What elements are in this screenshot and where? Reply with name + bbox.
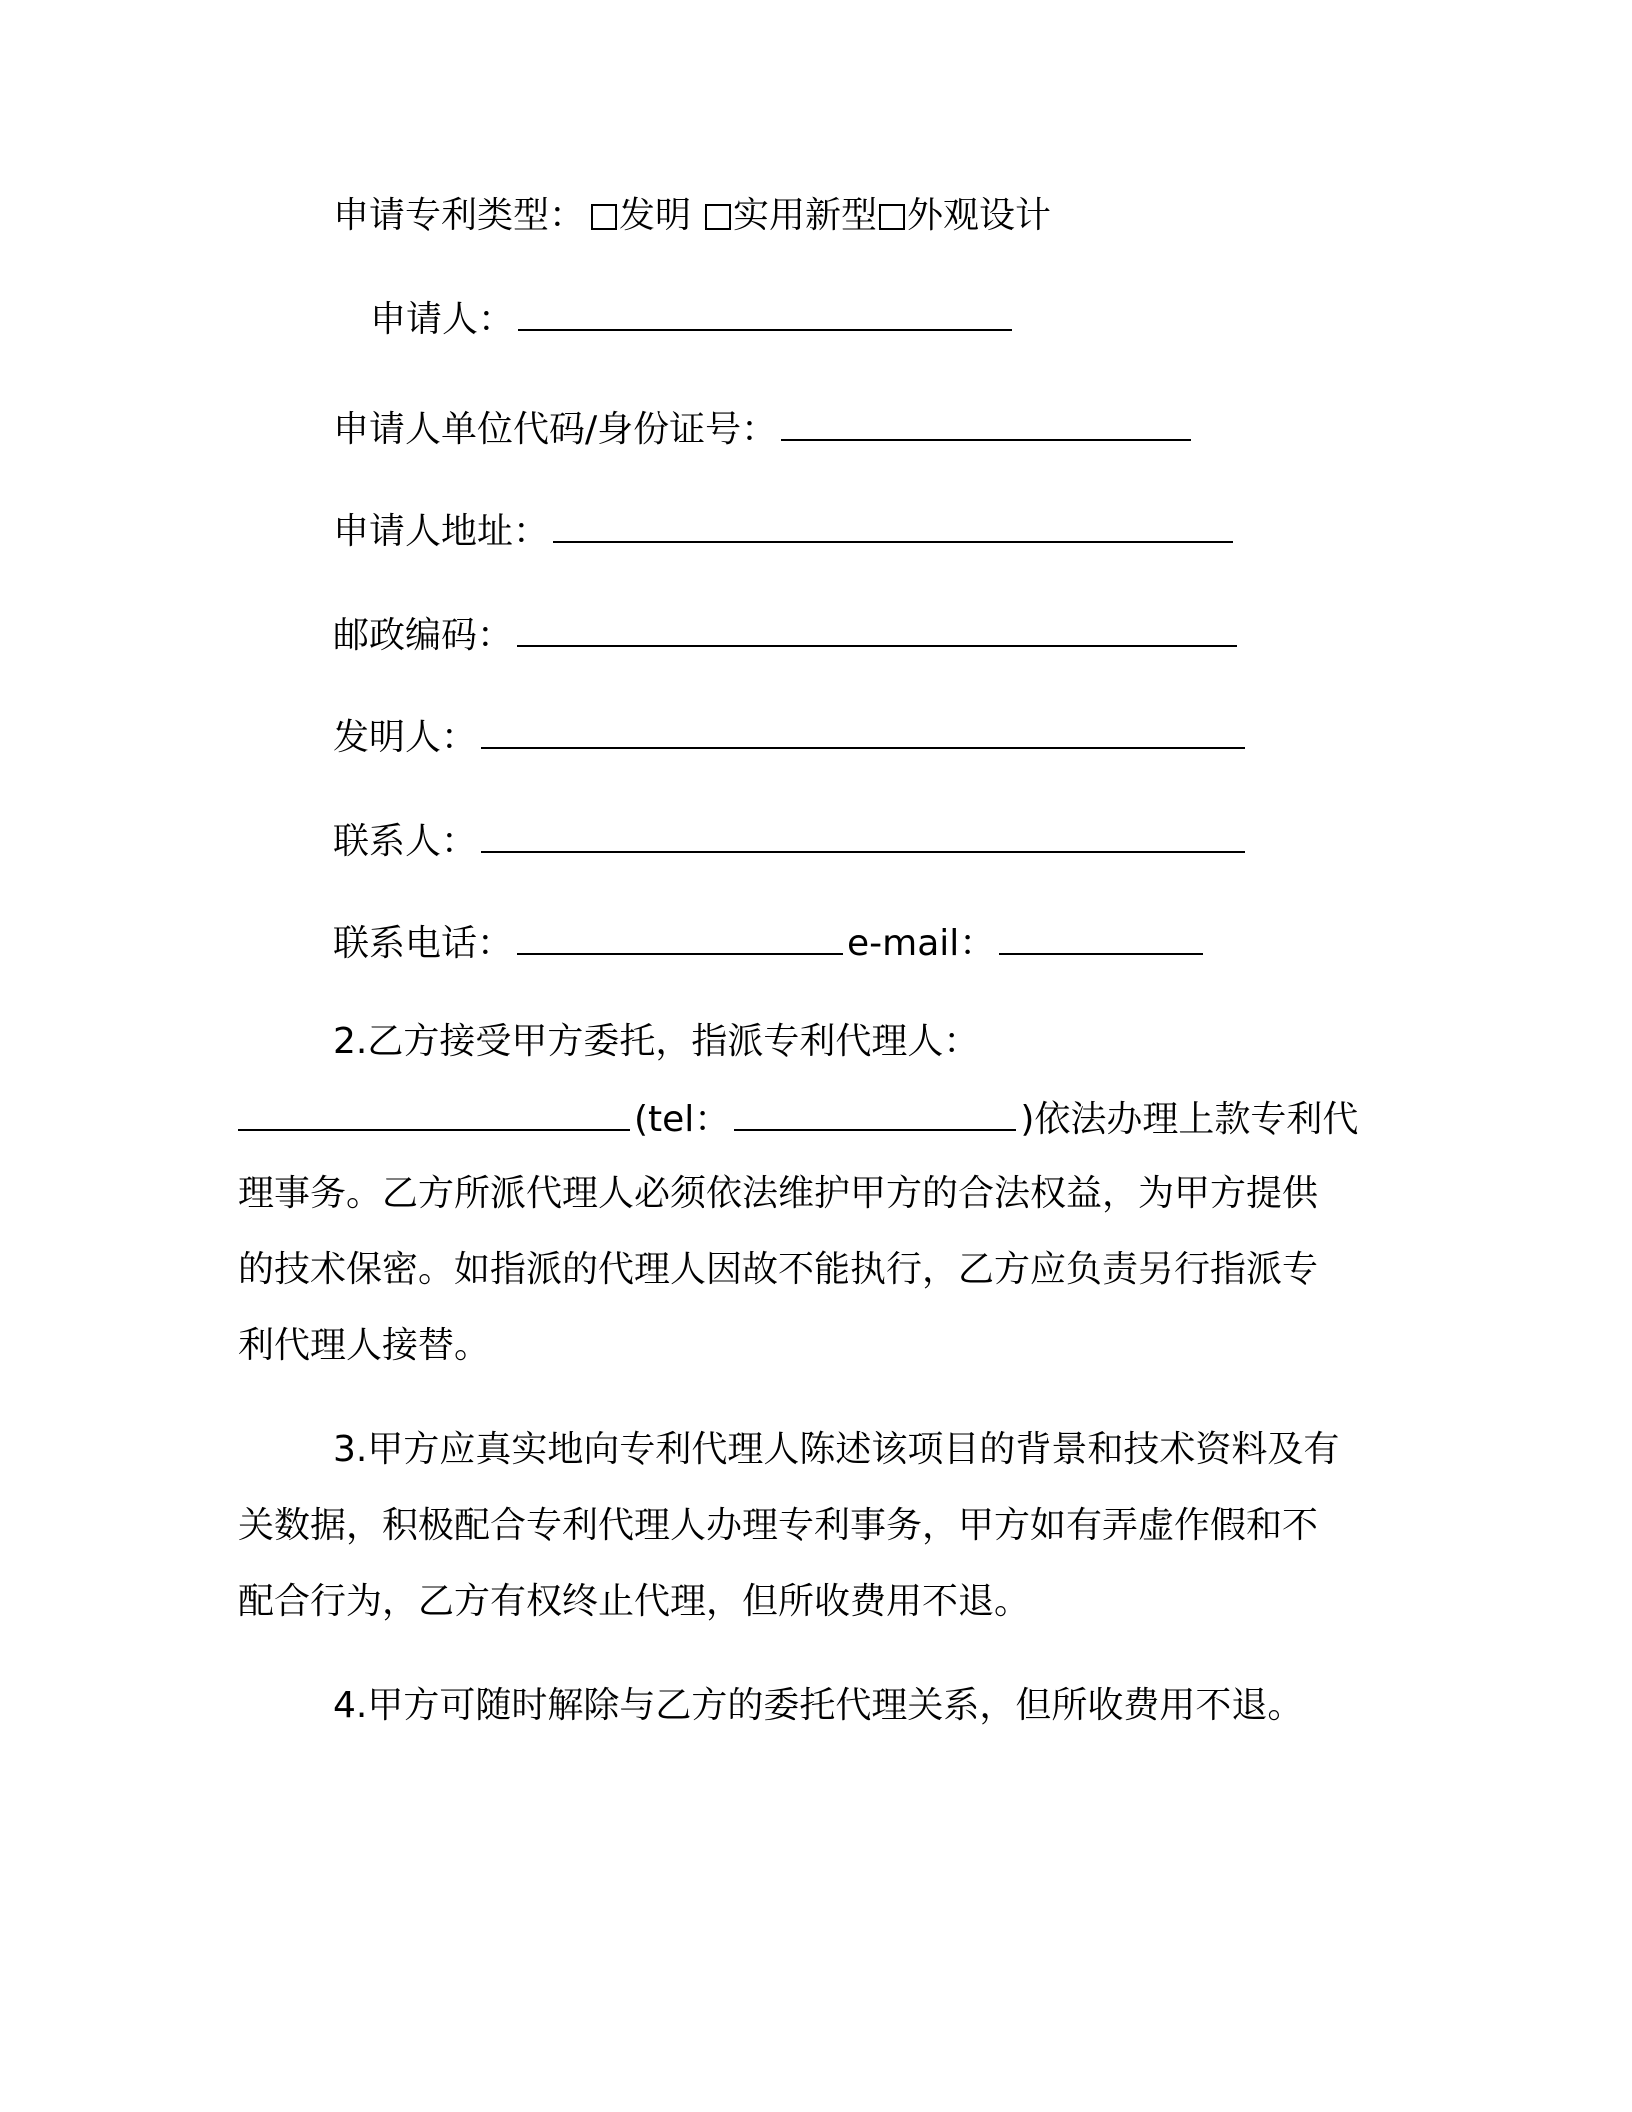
clause2-line5: 利代理人接替。: [238, 1325, 491, 1366]
patent-type-label: 申请专利类型：: [333, 195, 586, 236]
applicant-address-label: 申请人地址：: [333, 511, 550, 552]
applicant-code-label: 申请人单位代码/身份证号：: [333, 409, 778, 450]
clause3-line1: 3.甲方应真实地向专利代理人陈述该项目的背景和技术资料及有: [333, 1429, 1340, 1470]
applicant-code-row: [333, 408, 1195, 452]
applicant-address-row: [333, 510, 1237, 554]
design-checkbox[interactable]: [879, 204, 905, 230]
invention-checkbox[interactable]: [591, 204, 617, 230]
contact-person-blank[interactable]: [481, 821, 1245, 853]
agent-name-blank[interactable]: [238, 1099, 630, 1131]
applicant-code-blank[interactable]: [781, 409, 1191, 441]
applicant-blank[interactable]: [518, 299, 1012, 331]
postal-code-row: [333, 614, 1241, 658]
clause2-line4: 的技术保密。如指派的代理人因故不能执行，乙方应负责另行指派专: [238, 1249, 1319, 1290]
utility-model-option-label: 实用新型: [733, 195, 878, 236]
design-option-label: 外观设计: [907, 195, 1052, 236]
clause4-line1: 4.甲方可随时解除与乙方的委托代理关系，但所收费用不退。: [333, 1685, 1304, 1726]
clause3-line2: 关数据，积极配合专利代理人办理专利事务，甲方如有弄虚作假和不: [238, 1505, 1319, 1546]
applicant-label: 申请人：: [370, 299, 515, 340]
inventor-blank[interactable]: [481, 717, 1245, 749]
clause3-line3: 配合行为，乙方有权终止代理，但所收费用不退。: [238, 1581, 1031, 1622]
contact-person-label: 联系人：: [333, 821, 478, 862]
clause2-line2: [238, 1098, 1358, 1142]
postal-code-blank[interactable]: [517, 615, 1237, 647]
applicant-row: [370, 298, 1016, 342]
inventor-label: 发明人：: [333, 717, 478, 758]
clause2-line3: 理事务。乙方所派代理人必须依法维护甲方的合法权益，为甲方提供: [238, 1173, 1319, 1214]
postal-code-label: 邮政编码：: [333, 615, 514, 656]
inventor-row: [333, 716, 1249, 760]
email-blank[interactable]: [999, 923, 1203, 955]
email-label: e-mail：: [847, 923, 996, 964]
applicant-address-blank[interactable]: [553, 511, 1233, 543]
contact-phone-label: 联系电话：: [333, 923, 514, 964]
contact-person-row: [333, 820, 1249, 864]
contact-phone-row: [333, 922, 1207, 966]
tel-open-label: (tel：: [634, 1099, 731, 1140]
patent-type-row: [333, 194, 1051, 238]
invention-option-label: 发明: [619, 195, 692, 236]
clause2-line1: 2.乙方接受甲方委托，指派专利代理人：: [333, 1021, 980, 1062]
utility-model-checkbox[interactable]: [705, 204, 731, 230]
clause2-line2-end: )依法办理上款专利代: [1020, 1099, 1359, 1140]
agent-tel-blank[interactable]: [734, 1099, 1016, 1131]
contact-phone-blank[interactable]: [517, 923, 843, 955]
